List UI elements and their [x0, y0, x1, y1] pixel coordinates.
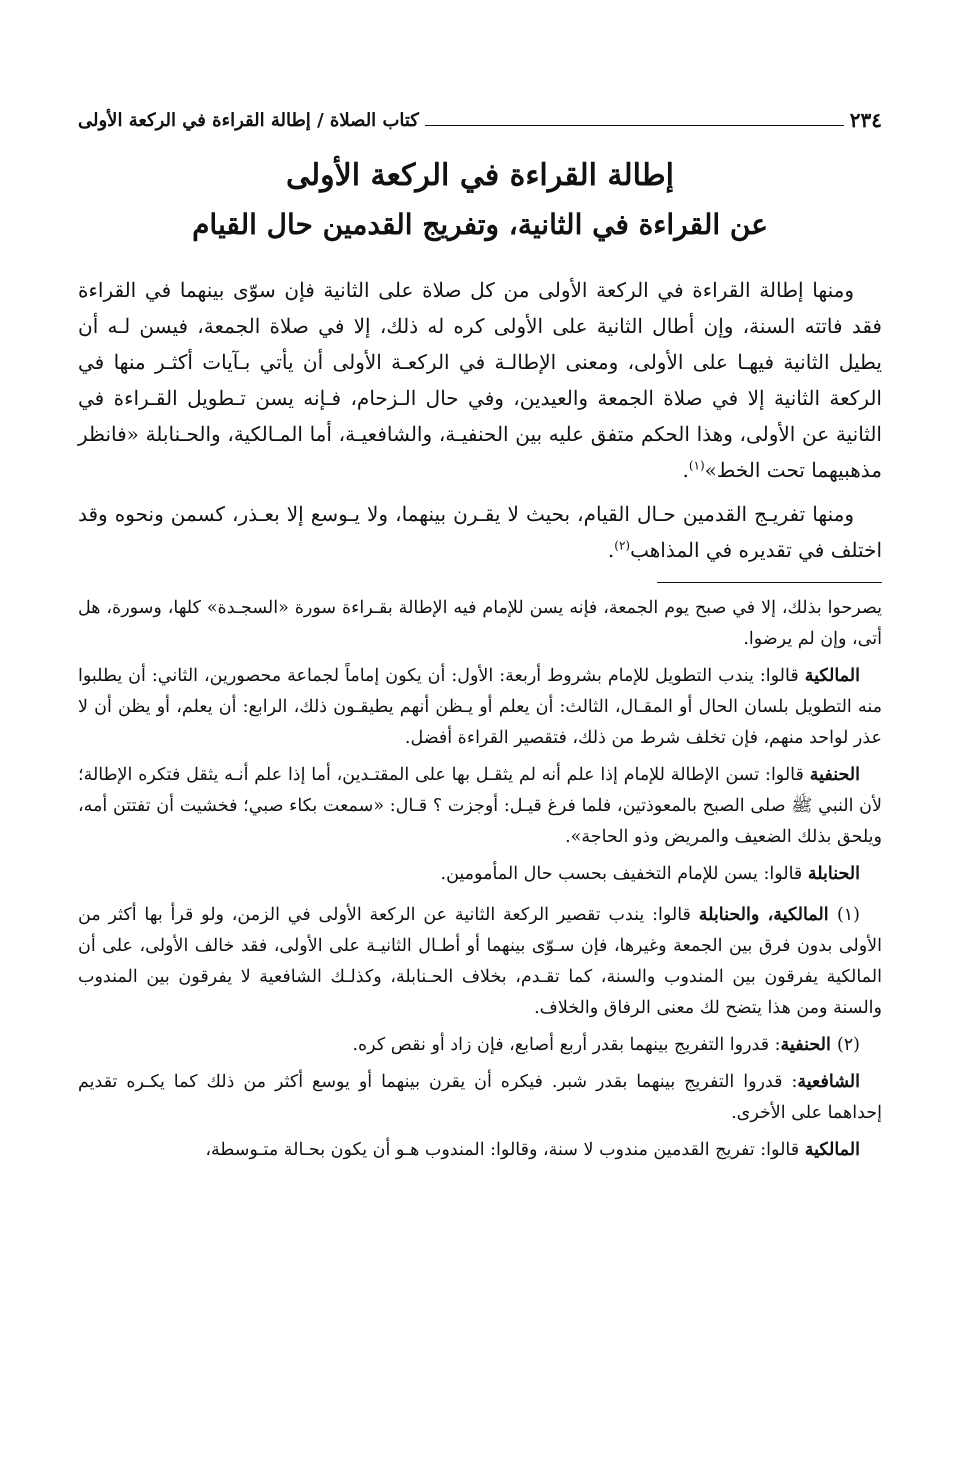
footnote-hanbali [78, 859, 882, 890]
footnote-number: (٢) [836, 1034, 860, 1055]
footnote-ref-2: (٢) [614, 537, 631, 552]
footnote-text: قالوا: يندب التطويل للإمام بشروط أربعة: الأول: أن يكون إماماً لجماعة محصورين، الثاني: أن يطلبوا منه التطويل بلسان الحال أو المقـال، الثالث: أن يعلم أو يـظن أنهم يطيقـون ذلك، الرابع: أن يعلم، أو يظن أن لا عذر لواحد منهم، فإن تخلف شرط من ذلك، فتقصير القراءة أفضل. [78, 665, 882, 748]
footnote-text: قالوا: يندب تقصير الركعة الثانية عن الركعة الأولى في الزمن، ولو قرأ بها أكثر من الأولى بدون فرق بين الجمعة وغيرها، فإن سـوّى بينهما أو أطـال الثانيـة على الأولى، فقد خالف الأولى، على أن المالكية يفرقون بين المندوب والسنة، كما تقـدم، بخلاف الحـنابلة، وكذلـك الشافعية لا يفرقون بين المندوب والسنة ومن هذا يتضح لك معنى الرفاق والخلاف. [78, 904, 882, 1018]
running-section-title: كتاب الصلاة / إطالة القراءة في الركعة الأولى [78, 110, 419, 131]
footnote-1 [78, 900, 882, 1024]
footnote-shafii [78, 1067, 882, 1129]
chapter-subtitle: عن القراءة في الثانية، وتفريج القدمين حال القيام [192, 208, 768, 241]
footnote-separator [657, 582, 882, 583]
footnote-text: : قدروا التفريج بينهما بقدر أربع أصابع، فإن زاد أو نقص كره. [352, 1034, 781, 1055]
footnote-maliki-2 [78, 1135, 882, 1166]
school-label: المالكية [804, 1139, 860, 1160]
paragraph-text: ومنها تفريـج القدمين حـال القيام، بحيث لا يقـرن بينهما، ولا يـوسع إلا بعـذر، كسمن ونحوه وقد اختلف في تقديره في المذاهب [78, 501, 882, 562]
school-label: المالكية، والحنابلة [698, 904, 837, 925]
footnote-maliki [78, 661, 882, 754]
school-label: الشافعية [797, 1071, 860, 1092]
footnote-text: قالوا: تفريج القدمين مندوب لا سنة، وقالوا: المندوب هـو أن يكون بحـالة متـوسطة، [205, 1139, 805, 1160]
school-label: الحنفية [809, 764, 860, 785]
footnote-text: قالوا: يسن للإمام التخفيف بحسب حال المأمومين. [440, 863, 808, 884]
footnote-text: يصرحوا بذلك، إلا في صبح يوم الجمعة، فإنه يسن للإمام فيه الإطالة بقـراءة سورة «السجـدة» كلها، وسورة، هل أتى، وإن لم يرضوا. [78, 597, 882, 649]
chapter-title: إطالة القراءة في الركعة الأولى [285, 158, 674, 193]
school-label: الحنابلة [807, 863, 860, 884]
page-number: ٢٣٤ [849, 108, 882, 132]
school-label: الحنفية [780, 1034, 837, 1055]
footnote-hanafi [78, 760, 882, 853]
running-header [78, 96, 882, 130]
paragraph-feet-spacing: ومنها تفريـج القدمين حـال القيام، بحيث لا يقـرن بينهما، ولا يـوسع إلا بعـذر، كسمن ونحوه وقد اختلف في تقديره في المذاهب$^{(٢)}$. [78, 501, 882, 562]
footnote-number: (١) [836, 904, 860, 925]
main-text [78, 272, 882, 568]
footnote-ref-1: (١) [688, 457, 705, 472]
footnote-continuation [78, 593, 882, 655]
footnote-2 [78, 1030, 882, 1061]
footnote-text: قالوا: تسن الإطالة للإمام إذا علم أنه لم يثقـل بها على المقتـدين، أما إذا علم أنـه يثقل فتكره الإطالة؛ لأن النبي ﷺ صلى الصبح بالمعوذتين، فلما فرغ قيـل: أوجزت ؟ قـال: «سمعت بكاء صبي؛ فخشيت أن تفتتن أمه، ويلحق بذلك الضعيف والمريض وذو الحاجة». [78, 764, 882, 847]
school-label: المالكية [804, 665, 860, 686]
paragraph-reading-length: ومنها إطالة القراءة في الركعة الأولى من كل صلاة على الثانية فإن سوّى بينهما في القراءة فقد فاتته السنة، وإن أطال الثانية على الأولى كره له ذلك، إلا في صلاة الجمعة، فيسن لـه أن يطيل الثانية فيهـا على الأولى، ومعنى الإطالـة في الركعـة الأولى أن يأتي بـآيات أكثـر منها في الركعة الثانية إلا في صلاة الجمعة والعيدين، وفي حال الـزحام، فـإنه يسن تـطويل القـراءة في الثانية عن الأولى، وهذا الحكم متفق عليه بين الحنفيـة، والشافعيـة، أما المـالكية، والحـنابلة «فانظر مذهبيهما تحت الخط»$^{(١)}$. [78, 277, 882, 482]
header-rule [425, 125, 844, 126]
paragraph-text: ومنها إطالة القراءة في الركعة الأولى من كل صلاة على الثانية فإن سوّى بينهما في القراءة فقد فاتته السنة، وإن أطال الثانية على الأولى كره له ذلك، إلا في صلاة الجمعة، فيسن لـه أن يطيل الثانية فيهـا على الأولى، ومعنى الإطالـة في الركعـة الأولى أن يأتي بـآيات أكثـر منها في الركعة الثانية إلا في صلاة الجمعة والعيدين، وفي حال الـزحام، فـإنه يسن تـطويل القـراءة في الثانية عن الأولى، وهذا الحكم متفق عليه بين الحنفيـة، والشافعيـة، أما المـالكية، والحـنابلة «فانظر مذهبيهما تحت الخط» [78, 277, 882, 482]
footnotes [78, 593, 882, 1166]
footnote-text: : قدروا التفريج بينهما بقدر شبر. فيكره أن يقرن بينهما أو يوسع أكثر من ذلك كما يكـره تقديم إحداهما على الأخرى. [78, 1071, 882, 1123]
